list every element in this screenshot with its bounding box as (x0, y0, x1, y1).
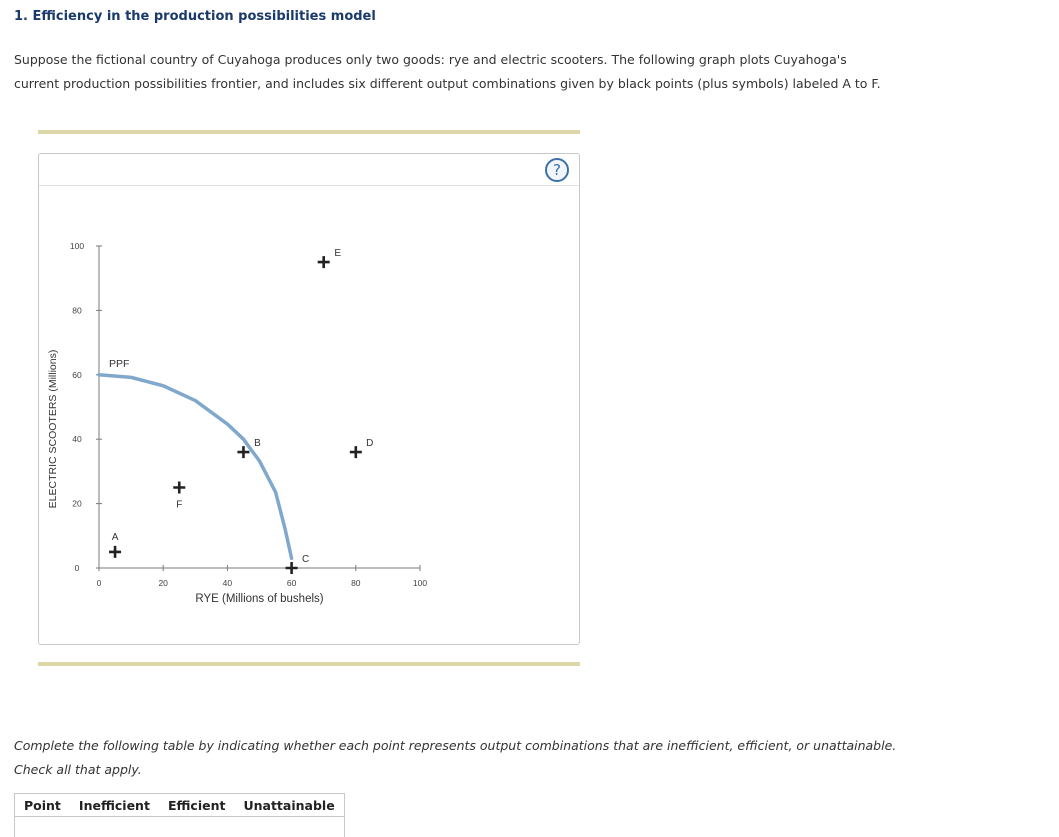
x-tick-label: 100 (413, 578, 427, 588)
point-label-e: E (334, 248, 341, 259)
ppf-curve (99, 375, 292, 559)
question-title: 1. Efficiency in the production possibilities model (14, 9, 376, 24)
y-tick-label: 0 (75, 563, 80, 573)
point-marker-a (109, 546, 121, 558)
point-label-c: C (302, 554, 309, 565)
x-axis-title: RYE (Millions of bushels) (195, 593, 323, 605)
graph-bottom-rule (38, 662, 580, 666)
graph-panel (38, 153, 580, 645)
y-tick-label: 60 (72, 370, 82, 380)
y-tick-label: 100 (70, 241, 84, 251)
ppf-label: PPF (109, 358, 129, 370)
help-button[interactable]: ? (545, 158, 569, 182)
table-header-inefficient: Inefficient (70, 794, 159, 817)
point-marker-d (350, 446, 362, 458)
ppf-chart (39, 154, 579, 644)
y-tick-label: 80 (72, 305, 82, 315)
x-tick-label: 20 (158, 578, 168, 588)
point-label-b: B (254, 438, 261, 449)
table-header-unattainable: Unattainable (234, 794, 344, 817)
graph-top-rule (38, 130, 580, 134)
point-marker-c (286, 562, 298, 574)
table-header-efficient: Efficient (159, 794, 235, 817)
x-tick-label: 60 (287, 578, 297, 588)
answer-table (14, 793, 345, 837)
y-axis-title: ELECTRIC SCOOTERS (Millions) (47, 350, 59, 509)
x-tick-label: 40 (223, 578, 233, 588)
point-label-f: F (176, 500, 182, 511)
table-row (15, 817, 345, 837)
x-tick-label: 80 (351, 578, 361, 588)
table-header-row (15, 794, 345, 817)
y-tick-label: 40 (72, 434, 82, 444)
point-marker-f (173, 482, 185, 494)
question-intro: Suppose the fictional country of Cuyahoga produces only two goods: rye and electric scooters. The following graph plots Cuyahoga's current production possibilities frontier, and includes six different output combinations given by black points (plus symbols) labeled A to F. (14, 48, 894, 96)
x-tick-label: 0 (97, 578, 102, 588)
point-marker-e (318, 256, 330, 268)
point-label-a: A (112, 532, 119, 543)
y-tick-label: 20 (72, 499, 82, 509)
table-header-point: Point (15, 794, 70, 817)
point-label-d: D (366, 438, 373, 449)
table-instructions: Complete the following table by indicating whether each point represents output combinations that are inefficient, efficient, or unattainable. Check all that apply. (14, 734, 934, 782)
